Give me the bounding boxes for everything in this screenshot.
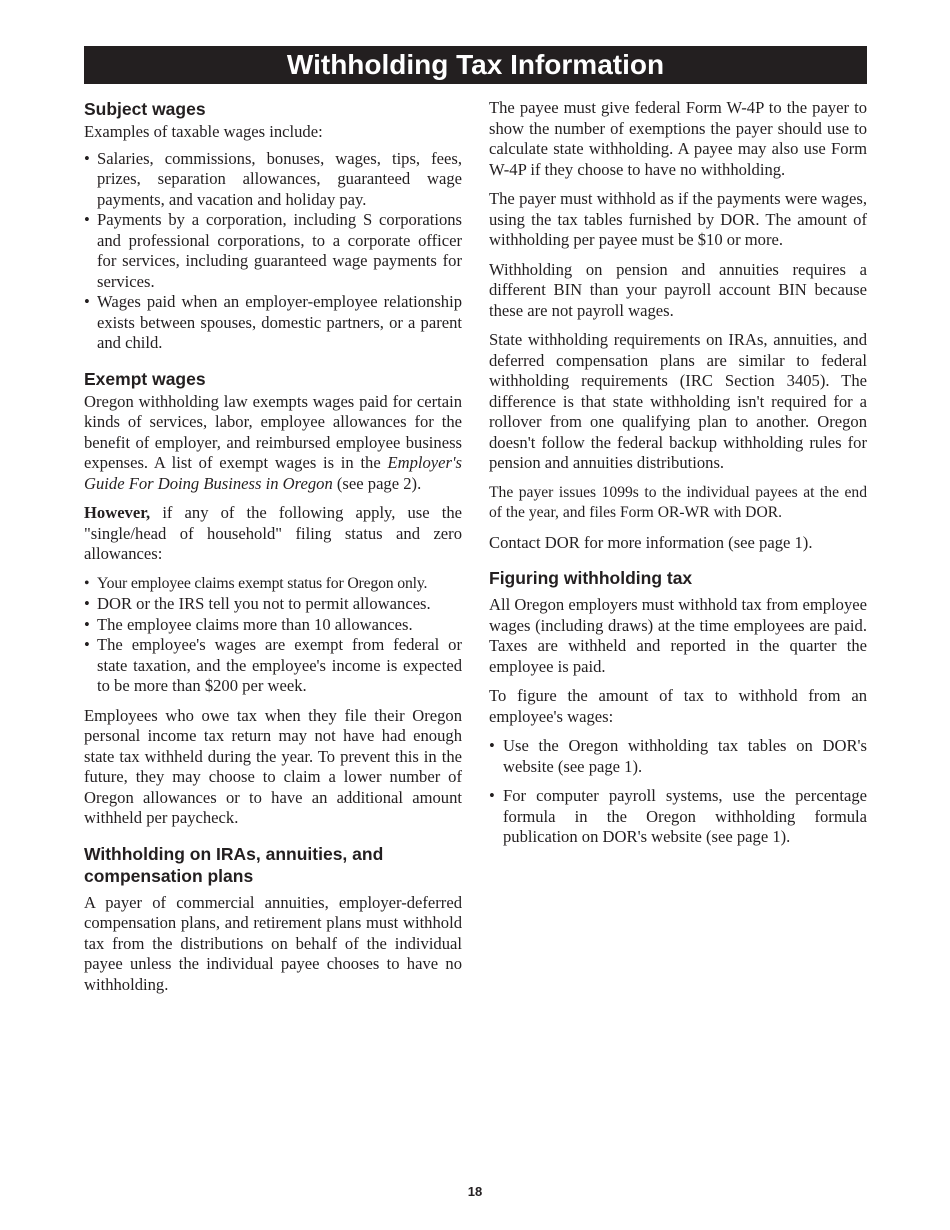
page-number: 18	[467, 1184, 483, 1199]
figuring-list	[489, 736, 867, 848]
guide-reference: (see page 2).	[336, 473, 422, 493]
bin-paragraph: Withholding on pension and annuities requires a different BIN than your payroll account BIN because these are not payroll wages.	[489, 259, 867, 320]
list-item-text: Your employee claims exempt status for Oregon only.	[97, 574, 428, 592]
iras-heading: Withholding on IRAs, annuities, and compensation plans	[84, 843, 384, 886]
list-item-text: Salaries, commissions, bonuses, wages, tips, fees, prizes, separation allowances, guaranteed wage payments, and vacation and holiday pay.	[97, 148, 462, 209]
bullet-glyph: •	[84, 292, 90, 311]
list-item	[489, 786, 867, 848]
subject-wages-list	[84, 149, 462, 354]
subject-wages-heading: Subject wages	[84, 99, 206, 119]
list-item	[84, 210, 462, 292]
left-column	[84, 98, 462, 1004]
subject-wages-intro: Examples of taxable wages include:	[84, 122, 323, 141]
page-title: Withholding Tax Information	[84, 46, 867, 84]
figuring-heading: Figuring withholding tax	[489, 568, 693, 588]
list-item-text: Use the Oregon withholding tax tables on DOR's website (see page 1).	[503, 736, 867, 776]
figuring-paragraph-2: To figure the amount of tax to withhold from an employee's wages:	[489, 686, 867, 726]
however-text: if any of the following apply, use the "single/head of household" filing status and zero allowances:	[84, 503, 462, 563]
list-item-text: The employee's wages are exempt from federal or state taxation, and the employee's income is expected to be more than $200 per week.	[97, 635, 462, 695]
exempt-wages-text: Oregon withholding law exempts wages paid for certain kinds of services, labor, employee allowances for the benefit of employer, and reimbursed employee business expenses. A list of exempt wages is in the	[84, 391, 462, 472]
however-paragraph	[84, 503, 462, 565]
list-item-text: For computer payroll systems, use the percentage formula in the Oregon withholding formula publication on DOR's website (see page 1).	[503, 786, 867, 846]
form-1099-paragraph: The payer issues 1099s to the individual payees at the end of the year, and files Form OR-WR with DOR.	[489, 483, 867, 521]
bullet-glyph: •	[84, 210, 90, 229]
list-item	[84, 149, 462, 211]
list-item-text: Payments by a corporation, including S corporations and professional corporations, to a corporate officer for services, including guaranteed wage payments for services.	[97, 210, 462, 291]
bullet-glyph: •	[489, 736, 495, 755]
contact-dor-paragraph: Contact DOR for more information (see page 1).	[489, 532, 813, 552]
bullet-glyph: •	[84, 148, 90, 168]
list-item	[84, 292, 462, 354]
w4p-paragraph: The payee must give federal Form W-4P to the payer to show the number of exemptions the payer should use to calculate state withholding. A payee may also use Form W-4P if they choose to have no withholding.	[489, 98, 867, 179]
bullet-glyph: •	[84, 614, 90, 634]
right-column	[489, 98, 867, 857]
figuring-paragraph-1: All Oregon employers must withhold tax from employee wages (including draws) at the time employees are paid. Taxes are withheld and reported in the quarter the employee is paid.	[489, 595, 867, 676]
list-item-text: DOR or the IRS tell you not to permit allowances.	[97, 594, 431, 613]
list-item-text: The employee claims more than 10 allowances.	[97, 614, 413, 634]
bullet-glyph: •	[489, 786, 495, 805]
iras-paragraph: A payer of commercial annuities, employer-deferred compensation plans, and retirement plans must withhold tax from the distributions on behalf of the individual payee unless the individual payee chooses to have no withholding.	[84, 892, 462, 994]
list-item	[84, 574, 462, 595]
list-item	[84, 594, 462, 615]
bullet-glyph: •	[84, 574, 90, 592]
exempt-conditions-list	[84, 574, 462, 697]
guide-title: Employer's Guide For Doing Business in Oregon	[84, 453, 462, 493]
payer-withhold-paragraph: The payer must withhold as if the payments were wages, using the tax tables furnished by DOR. The amount of withholding per payee must be $10 or more.	[489, 189, 867, 249]
exempt-wages-paragraph	[84, 392, 462, 495]
bullet-glyph: •	[84, 594, 90, 613]
state-requirements-paragraph: State withholding requirements on IRAs, annuities, and deferred compensation plans are similar to federal withholding requirements (IRC Section 3405). The difference is that state withholding isn't required for a rollover from one qualifying plan to another. Oregon doesn't follow the federal backup withholding rules for pension and annuities distributions.	[489, 330, 867, 472]
owe-tax-paragraph: Employees who owe tax when they file their Oregon personal income tax return may not have had enough state tax withheld during the year. To prevent this in the future, they may choose to claim a lower number of Oregon allowances or to have an additional amount withheld per paycheck.	[84, 705, 462, 827]
list-item	[489, 736, 867, 777]
list-item	[84, 635, 462, 697]
list-item	[84, 615, 462, 636]
however-bold: However,	[84, 503, 151, 522]
bullet-glyph: •	[84, 635, 90, 654]
list-item-text: Wages paid when an employer-employee relationship exists between spouses, domestic partners, or a parent and child.	[97, 292, 462, 352]
exempt-wages-heading: Exempt wages	[84, 368, 206, 389]
